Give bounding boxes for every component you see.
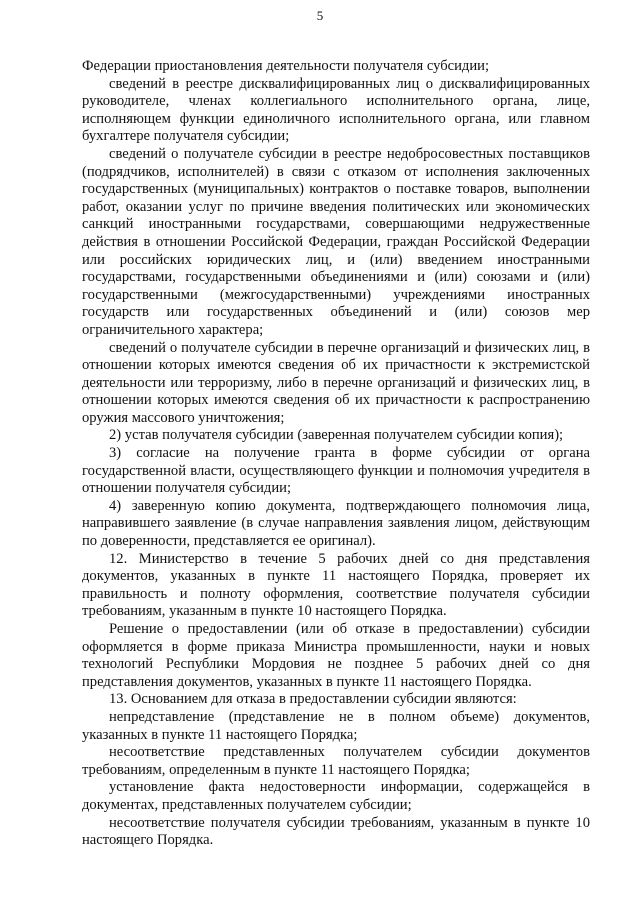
paragraph-9: Решение о предоставлении (или об отказе в предоставлении) субсидии оформляется в форме приказа Министра промышленности, науки и новых технологий Республики Мордовия не позднее 5 рабочих дней со дня представления документов, указанных в пункте 11 настоящего Порядка. — [82, 621, 590, 690]
paragraph-8: 12. Министерство в течение 5 рабочих дней со дня представления документов, указанных в пункте 11 настоящего Порядка, проверяет их правильность и полноту оформления, соответствие получателя субсидии требованиям, указанным в пункте 10 настоящего Порядка. — [82, 550, 590, 620]
document-body — [82, 58, 590, 850]
paragraph-1: Федерации приостановления деятельности получателя субсидии; — [82, 58, 490, 74]
paragraph-3: сведений о получателе субсидии в реестре недобросовестных поставщиков (подрядчиков, исполнителей) в связи с отказом от исполнения заключенных государственных (муниципальных) контрактов о поставке товаров, выполнении работ, оказании услуг по причине введения политических или экономических санкций иностранными государствами, совершающими недружественные действия в отношении Российской Федерации, граждан Российской Федерации или российских юридических лиц, и (или) введением иностранными государствами, государственными объединениями и (или) союзами и (или) государственными (межгосударственными) учреждениями иностранных государств или государственных объединений и (или) союзов мер ограничительного характера; — [82, 145, 590, 338]
paragraph-5: 2) устав получателя субсидии (заверенная получателем субсидии копия); — [109, 427, 564, 444]
paragraph-4: сведений о получателе субсидии в перечне организаций и физических лиц, в отношении которых имеются сведения об их причастности к экстремистской деятельности или терроризму, либо в перечне организаций и физических лиц, в отношении которых имеются сведения об их причастности к распространению оружия массового уничтожения; — [82, 339, 590, 426]
page-number: 5 — [316, 8, 324, 23]
paragraph-11: непредставление (представление не в полном объеме) документов, указанных в пункте 11 настоящего Порядка; — [82, 708, 590, 743]
paragraph-6: 3) согласие на получение гранта в форме субсидии от органа государственной власти, осуществляющего функции и полномочия учредителя в отношении получателя субсидии; — [82, 445, 590, 497]
paragraph-10: 13. Основанием для отказа в предоставлении субсидии являются: — [109, 691, 517, 708]
paragraph-2: сведений в реестре дисквалифицированных лиц о дисквалифицированных руководителе, членах коллегиального исполнительного органа, лице, исполняющем функции единоличного исполнительного органа, или главном бухгалтере получателя субсидии; — [82, 75, 590, 145]
paragraph-14: несоответствие получателя субсидии требованиям, указанным в пункте 10 настоящего Порядка. — [82, 814, 590, 849]
paragraph-12: несоответствие представленных получателем субсидии документов требованиям, определенным в пункте 11 настоящего Порядка; — [82, 744, 590, 778]
paragraph-7: 4) заверенную копию документа, подтверждающего полномочия лица, направившего заявление (в случае направления заявления лицом, действующим по доверенности, представляется ее оригинал). — [82, 497, 590, 550]
paragraph-13: установление факта недостоверности информации, содержащейся в документах, представленных получателем субсидии; — [82, 779, 590, 813]
